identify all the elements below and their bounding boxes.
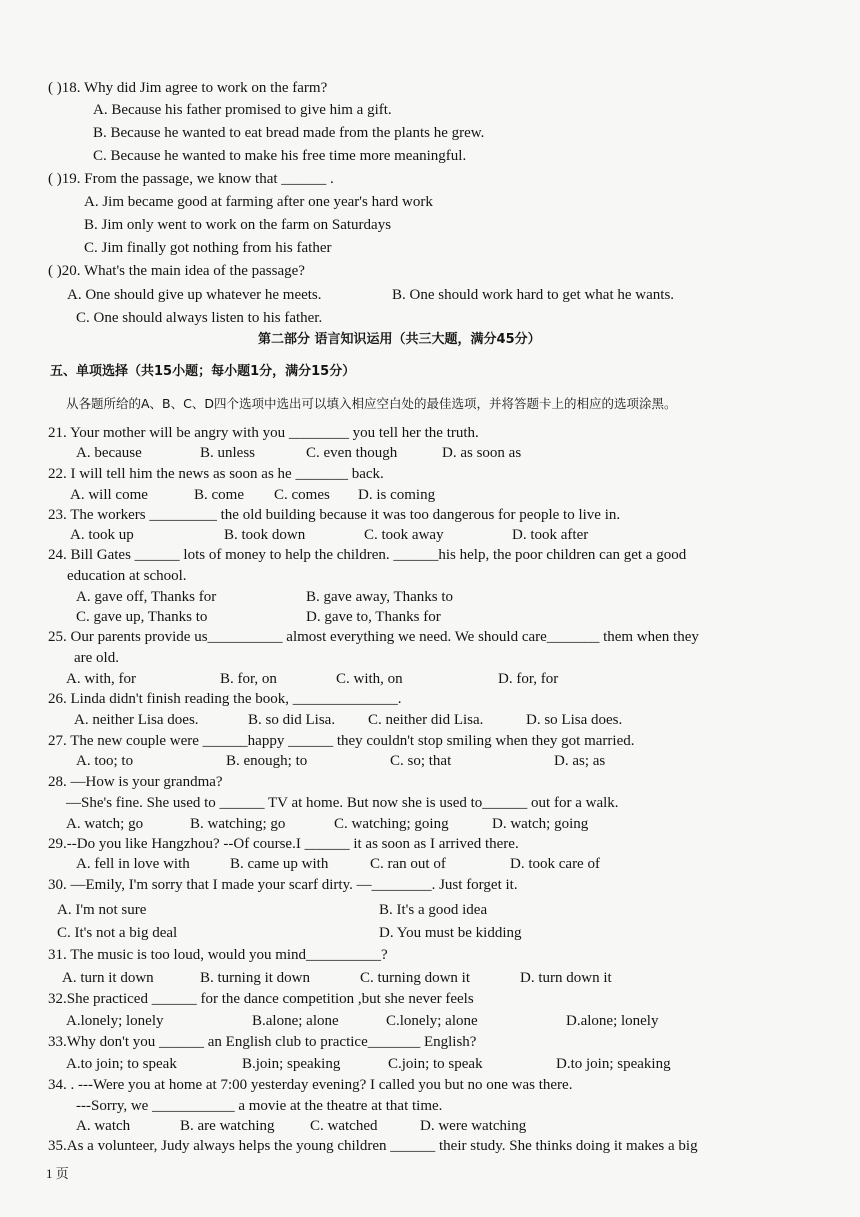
question-31: 31. The music is too loud, would you mind__________? bbox=[48, 947, 388, 963]
option-a: A. because bbox=[76, 445, 142, 461]
option-b: B. turning it down bbox=[200, 970, 311, 986]
question-19: ( )19. From the passage, we know that ______ . bbox=[48, 171, 334, 187]
question-30: 30. —Emily, I'm sorry that I made your scarf dirty. —________. Just forget it. bbox=[48, 877, 518, 893]
option-a: A. gave off, Thanks for bbox=[76, 589, 217, 605]
option-a: A. will come bbox=[70, 487, 148, 503]
q19-option-c: C. Jim finally got nothing from his father bbox=[84, 240, 332, 256]
option-b: B. enough; to bbox=[226, 753, 308, 769]
option-c: C. took away bbox=[364, 527, 444, 543]
option-d: D. is coming bbox=[358, 487, 436, 503]
option-d: D. You must be kidding bbox=[379, 925, 522, 941]
option-a: A. I'm not sure bbox=[57, 902, 147, 918]
section-five-heading: 五、单项选择（共15小题；每小题1分，满分15分） bbox=[50, 364, 356, 379]
option-b: B. so did Lisa. bbox=[248, 712, 336, 728]
question-34: 34. . ---Were you at home at 7:00 yesterday evening? I called you but no one was there. bbox=[48, 1077, 573, 1093]
option-c: C. gave up, Thanks to bbox=[76, 609, 208, 625]
option-d: D. turn down it bbox=[520, 970, 612, 986]
option-c: C. watching; going bbox=[334, 816, 449, 832]
option-d: D. so Lisa does. bbox=[526, 712, 623, 728]
q20-option-b: B. One should work hard to get what he wants. bbox=[392, 287, 675, 303]
option-c: C.lonely; alone bbox=[386, 1013, 478, 1029]
q20-option-c: C. One should always listen to his father. bbox=[76, 310, 323, 326]
option-a: A.to join; to speak bbox=[66, 1056, 177, 1072]
option-d: D. took care of bbox=[510, 856, 600, 872]
q19-option-b: B. Jim only went to work on the farm on Saturdays bbox=[84, 217, 392, 233]
option-d: D. gave to, Thanks for bbox=[306, 609, 441, 625]
question-27: 27. The new couple were ______happy ______ they couldn't stop smiling when they got married. bbox=[48, 733, 635, 749]
option-c: C. watched bbox=[310, 1118, 378, 1134]
option-d: D. watch; going bbox=[492, 816, 589, 832]
option-d: D.alone; lonely bbox=[566, 1013, 659, 1029]
question-24-cont: education at school. bbox=[67, 568, 187, 584]
question-25: 25. Our parents provide us__________ almost everything we need. We should care_______ them when they bbox=[48, 629, 699, 645]
option-d: D. took after bbox=[512, 527, 589, 543]
option-a: A. took up bbox=[70, 527, 134, 543]
question-25-cont: are old. bbox=[74, 650, 119, 666]
option-a: A. fell in love with bbox=[76, 856, 190, 872]
question-24: 24. Bill Gates ______ lots of money to help the children. ______his help, the poor children can get a good bbox=[48, 547, 687, 563]
q19-option-a: A. Jim became good at farming after one year's hard work bbox=[84, 194, 433, 210]
option-c: C. comes bbox=[274, 487, 330, 503]
option-b: B. It's a good idea bbox=[379, 902, 488, 918]
option-d: D. as; as bbox=[554, 753, 606, 769]
option-a: A. too; to bbox=[76, 753, 134, 769]
option-c: C. even though bbox=[306, 445, 398, 461]
option-c: C. ran out of bbox=[370, 856, 446, 872]
option-b: B.alone; alone bbox=[252, 1013, 339, 1029]
option-c: C. so; that bbox=[390, 753, 452, 769]
question-32: 32.She practiced ______ for the dance competition ,but she never feels bbox=[48, 991, 474, 1007]
option-c: C.join; to speak bbox=[388, 1056, 483, 1072]
option-d: D. as soon as bbox=[442, 445, 522, 461]
option-b: B. took down bbox=[224, 527, 306, 543]
option-a: A. neither Lisa does. bbox=[74, 712, 199, 728]
option-b: B. come bbox=[194, 487, 244, 503]
question-21: 21. Your mother will be angry with you ________ you tell her the truth. bbox=[48, 425, 479, 441]
option-b: B. watching; go bbox=[190, 816, 286, 832]
question-29: 29.--Do you like Hangzhou? --Of course.I ______ it as soon as I arrived there. bbox=[48, 836, 519, 852]
question-18: ( )18. Why did Jim agree to work on the farm? bbox=[48, 80, 328, 96]
question-35: 35.As a volunteer, Judy always helps the young children ______ their study. She thinks doing it makes a big bbox=[48, 1138, 698, 1154]
option-c: C. neither did Lisa. bbox=[368, 712, 484, 728]
option-b: B. gave away, Thanks to bbox=[306, 589, 454, 605]
question-26: 26. Linda didn't finish reading the book, ______________. bbox=[48, 691, 402, 707]
question-28-cont: —She's fine. She used to ______ TV at home. But now she is used to______ out for a walk. bbox=[66, 795, 619, 811]
option-a: A. watch bbox=[76, 1118, 131, 1134]
option-b: B. are watching bbox=[180, 1118, 275, 1134]
option-a: A.lonely; lonely bbox=[66, 1013, 164, 1029]
question-22: 22. I will tell him the news as soon as he _______ back. bbox=[48, 466, 384, 482]
question-28: 28. —How is your grandma? bbox=[48, 774, 223, 790]
option-c: C. turning down it bbox=[360, 970, 471, 986]
option-b: B. came up with bbox=[230, 856, 329, 872]
q20-option-a: A. One should give up whatever he meets. bbox=[67, 287, 322, 303]
option-a: A. watch; go bbox=[66, 816, 144, 832]
option-a: A. with, for bbox=[66, 671, 136, 687]
q18-option-a: A. Because his father promised to give him a gift. bbox=[93, 102, 392, 118]
option-b: B. for, on bbox=[220, 671, 277, 687]
option-b: B. unless bbox=[200, 445, 256, 461]
question-20: ( )20. What's the main idea of the passage? bbox=[48, 263, 305, 279]
option-d: D. were watching bbox=[420, 1118, 527, 1134]
question-34-cont: ---Sorry, we ___________ a movie at the theatre at that time. bbox=[76, 1098, 443, 1114]
option-d: D. for, for bbox=[498, 671, 559, 687]
option-b: B.join; speaking bbox=[242, 1056, 341, 1072]
q18-option-c: C. Because he wanted to make his free time more meaningful. bbox=[93, 148, 467, 164]
option-c: C. It's not a big deal bbox=[57, 925, 178, 941]
part-two-heading: 第二部分 语言知识运用（共三大题，满分45分） bbox=[258, 332, 541, 347]
section-instruction: 从各题所给的A、B、C、D四个选项中选出可以填入相应空白处的最佳选项，并将答题卡上的相应的选项涂黑。 bbox=[66, 396, 677, 411]
option-c: C. with, on bbox=[336, 671, 403, 687]
option-a: A. turn it down bbox=[62, 970, 154, 986]
page-number: 1 页 bbox=[46, 1166, 69, 1181]
question-23: 23. The workers _________ the old building because it was too dangerous for people to live in. bbox=[48, 507, 621, 523]
q18-option-b: B. Because he wanted to eat bread made from the plants he grew. bbox=[93, 125, 485, 141]
question-33: 33.Why don't you ______ an English club to practice_______ English? bbox=[48, 1034, 477, 1050]
option-d: D.to join; speaking bbox=[556, 1056, 671, 1072]
